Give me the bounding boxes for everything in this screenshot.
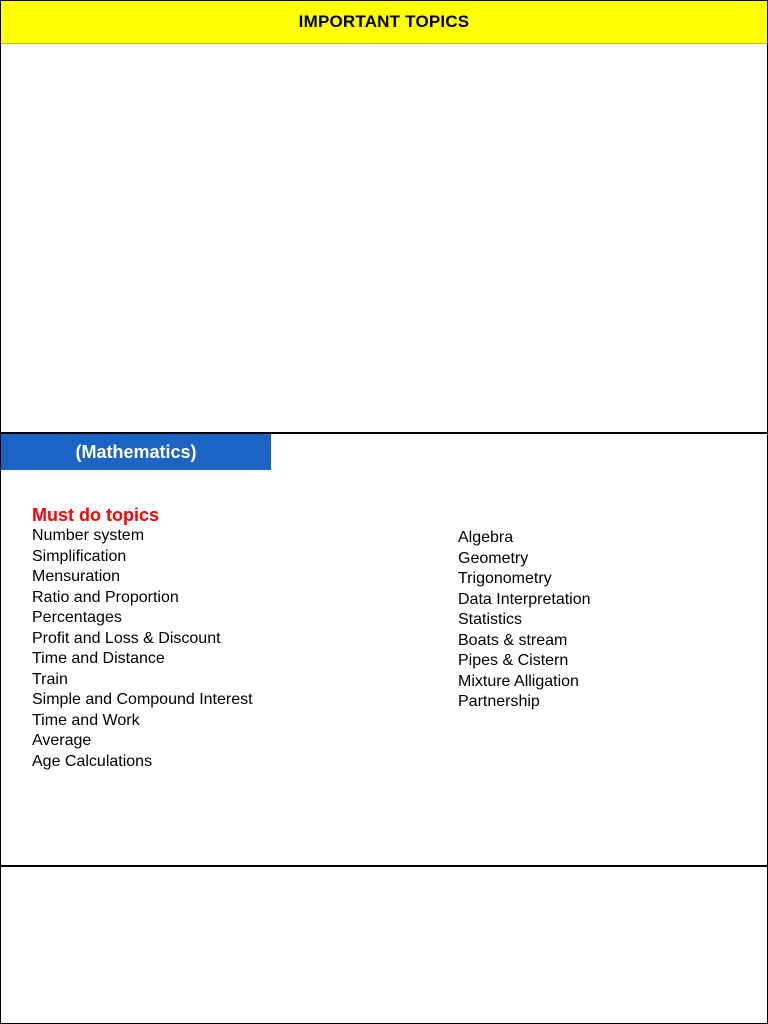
page-title: IMPORTANT TOPICS [1, 1, 767, 44]
topic-item: Mixture Alligation [458, 672, 579, 690]
topic-item: Geometry [458, 549, 529, 567]
topic-item: Profit and Loss & Discount [32, 629, 221, 647]
section-tag-mathematics: (Mathematics) [1, 434, 271, 470]
topic-item: Age Calculations [32, 753, 153, 771]
topic-list-right [458, 528, 591, 713]
topic-item: Train [32, 670, 68, 688]
section-divider-bottom [1, 865, 767, 867]
topic-item: Percentages [32, 609, 122, 627]
topic-item: Average [32, 732, 92, 750]
topic-item: Statistics [458, 611, 523, 629]
topic-item: Algebra [458, 529, 514, 546]
topic-item: Trigonometry [458, 570, 552, 588]
topic-item: Time and Distance [32, 650, 165, 668]
topic-item: Partnership [458, 693, 540, 711]
topic-item: Ratio and Proportion [32, 588, 179, 606]
topic-item: Pipes & Cistern [458, 652, 569, 670]
topic-item: Simple and Compound Interest [32, 691, 253, 709]
topic-list-left [32, 526, 253, 773]
topic-item: Simplification [32, 547, 127, 565]
topic-item: Data Interpretation [458, 590, 591, 608]
topic-item: Time and Work [32, 711, 140, 729]
topic-item: Number system [32, 527, 145, 544]
must-do-heading: Must do topics [32, 505, 159, 525]
topic-item: Boats & stream [458, 631, 568, 649]
topic-item: Mensuration [32, 568, 121, 586]
